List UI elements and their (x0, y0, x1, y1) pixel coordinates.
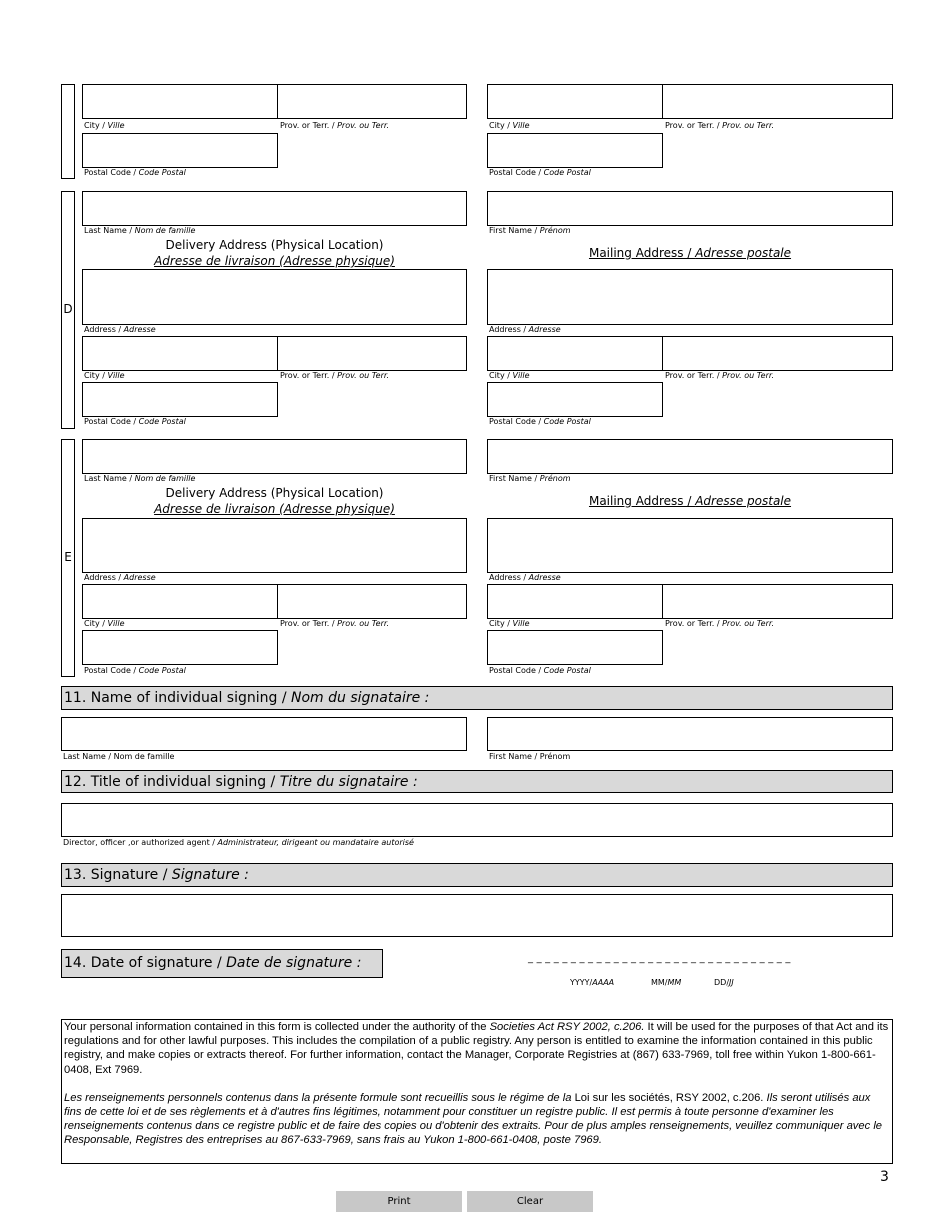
e-mailing-address-input[interactable] (487, 518, 893, 573)
e-mailing-address-title: Mailing Address / Adresse postale (588, 494, 792, 508)
signer-first-name-label: First Name / Prénom (489, 752, 571, 761)
e-mailing-city-input[interactable] (487, 584, 663, 619)
clear-button[interactable]: Clear (467, 1191, 593, 1212)
d-mailing-prov-label: Prov. or Terr. / Prov. ou Terr. (665, 371, 774, 380)
date-input-line[interactable]: _ _ _ _ _ _ _ _ _ _ _ _ _ _ _ _ _ _ _ _ _ _ _ _ _ _ _ _ _ _ _ (528, 953, 791, 964)
e-first-name-label: First Name / Prénom (489, 474, 571, 483)
e-delivery-prov-label: Prov. or Terr. / Prov. ou Terr. (280, 619, 389, 628)
e-mailing-postal-input[interactable] (487, 630, 663, 665)
e-last-name-label: Last Name / Nom de famille (84, 474, 196, 483)
e-mailing-prov-label: Prov. or Terr. / Prov. ou Terr. (665, 619, 774, 628)
e-delivery-address-title: Delivery Address (Physical Location) Adresse de livraison (Adresse physique) (154, 486, 395, 516)
d-first-name-input[interactable] (487, 191, 893, 226)
c-delivery-postal-label: Postal Code / Code Postal (84, 168, 186, 177)
d-delivery-postal-label: Postal Code / Code Postal (84, 417, 186, 426)
d-mailing-prov-input[interactable] (662, 336, 893, 371)
d-delivery-city-input[interactable] (82, 336, 278, 371)
director-d-sidebar (61, 191, 75, 429)
d-mailing-postal-label: Postal Code / Code Postal (489, 417, 591, 426)
section-14-header: 14. Date of signature / Date de signature : (61, 949, 383, 978)
d-mailing-address-label: Address / Adresse (489, 325, 561, 334)
c-delivery-prov-input[interactable] (277, 84, 467, 119)
c-delivery-postal-input[interactable] (82, 133, 278, 168)
c-delivery-city-input[interactable] (82, 84, 278, 119)
e-delivery-prov-input[interactable] (277, 584, 467, 619)
signature-input[interactable] (61, 894, 893, 937)
c-delivery-prov-label: Prov. or Terr. / Prov. ou Terr. (280, 121, 389, 130)
e-delivery-postal-label: Postal Code / Code Postal (84, 666, 186, 675)
d-mailing-address-title: Mailing Address / Adresse postale (588, 246, 792, 260)
c-mailing-city-label: City / Ville (489, 121, 530, 130)
e-mailing-prov-input[interactable] (662, 584, 893, 619)
date-format-day: DD/JJ (714, 978, 734, 987)
signer-last-name-label: Last Name / Nom de famille (63, 752, 175, 761)
date-format-month: MM/MM (651, 978, 682, 987)
e-delivery-address-label: Address / Adresse (84, 573, 156, 582)
d-delivery-prov-input[interactable] (277, 336, 467, 371)
e-delivery-postal-input[interactable] (82, 630, 278, 665)
privacy-notice (61, 1019, 893, 1164)
page-number: 3 (880, 1169, 889, 1185)
e-mailing-postal-label: Postal Code / Code Postal (489, 666, 591, 675)
section-11-header: 11. Name of individual signing / Nom du signataire : (61, 686, 893, 710)
print-button[interactable]: Print (336, 1191, 462, 1212)
signer-last-name-input[interactable] (61, 717, 467, 751)
d-mailing-postal-input[interactable] (487, 382, 663, 417)
privacy-notice-en: Your personal information contained in this form is collected under the authority of the Societies Act RSY 2002, c.206. It will be used for the purposes of that Act and its regulations and for other lawful purposes. This includes the compilation of a public registry. Any person is entitled to examine the information contained in this public registry, and make copies or extracts thereof. For further information, contact the Manager, Corporate Registries at (867) 633-7969, toll free within Yukon 1-800-661-0408, Ext 7969. (64, 1021, 889, 1076)
e-mailing-city-label: City / Ville (489, 619, 530, 628)
d-first-name-label: First Name / Prénom (489, 226, 571, 235)
director-e-letter: E (64, 550, 72, 564)
d-delivery-city-label: City / Ville (84, 371, 125, 380)
signer-title-input[interactable] (61, 803, 893, 837)
e-delivery-city-input[interactable] (82, 584, 278, 619)
privacy-notice-fr: Les renseignements personnels contenus dans la présente formule sont recueillis sous le régime de la Loi sur les sociétés, RSY 2002, c.206. Ils seront utilisés aux fins de cette loi et de ses règlements et à d'autres fins légitimes, notamment pour constituer un registre public. Il est permis à toute personne d'examiner les renseignements contenus dans ce registre public et de faire des copies ou d'obtenir des extraits. Pour de plus amples renseignements, veuillez communiquer avec le Responsable, Registres des entreprises au 867-633-7969, sans frais au Yukon 1-800-661-0408, poste 7969. (64, 1091, 883, 1147)
section-13-header: 13. Signature / Signature : (61, 863, 893, 887)
d-delivery-prov-label: Prov. or Terr. / Prov. ou Terr. (280, 371, 389, 380)
e-mailing-address-label: Address / Adresse (489, 573, 561, 582)
d-last-name-input[interactable] (82, 191, 467, 226)
d-delivery-postal-input[interactable] (82, 382, 278, 417)
c-mailing-postal-input[interactable] (487, 133, 663, 168)
e-last-name-input[interactable] (82, 439, 467, 474)
date-format-year: YYYY/AAAA (570, 978, 615, 987)
section-12-header: 12. Title of individual signing / Titre du signataire : (61, 770, 893, 793)
e-first-name-input[interactable] (487, 439, 893, 474)
c-mailing-prov-input[interactable] (662, 84, 893, 119)
d-last-name-label: Last Name / Nom de famille (84, 226, 196, 235)
d-delivery-address-title: Delivery Address (Physical Location) Adresse de livraison (Adresse physique) (154, 238, 395, 268)
director-c-sidebar (61, 84, 75, 179)
d-delivery-address-label: Address / Adresse (84, 325, 156, 334)
e-delivery-city-label: City / Ville (84, 619, 125, 628)
d-delivery-address-input[interactable] (82, 269, 467, 325)
e-delivery-address-input[interactable] (82, 518, 467, 573)
director-d-letter: D (63, 302, 73, 316)
d-mailing-address-input[interactable] (487, 269, 893, 325)
signer-title-label: Director, officer ,or authorized agent / Administrateur, dirigeant ou mandataire autorisé (63, 838, 414, 847)
d-mailing-city-input[interactable] (487, 336, 663, 371)
director-e-sidebar (61, 439, 75, 677)
d-mailing-city-label: City / Ville (489, 371, 530, 380)
c-mailing-city-input[interactable] (487, 84, 663, 119)
signer-first-name-input[interactable] (487, 717, 893, 751)
c-mailing-prov-label: Prov. or Terr. / Prov. ou Terr. (665, 121, 774, 130)
c-mailing-postal-label: Postal Code / Code Postal (489, 168, 591, 177)
c-delivery-city-label: City / Ville (84, 121, 125, 130)
